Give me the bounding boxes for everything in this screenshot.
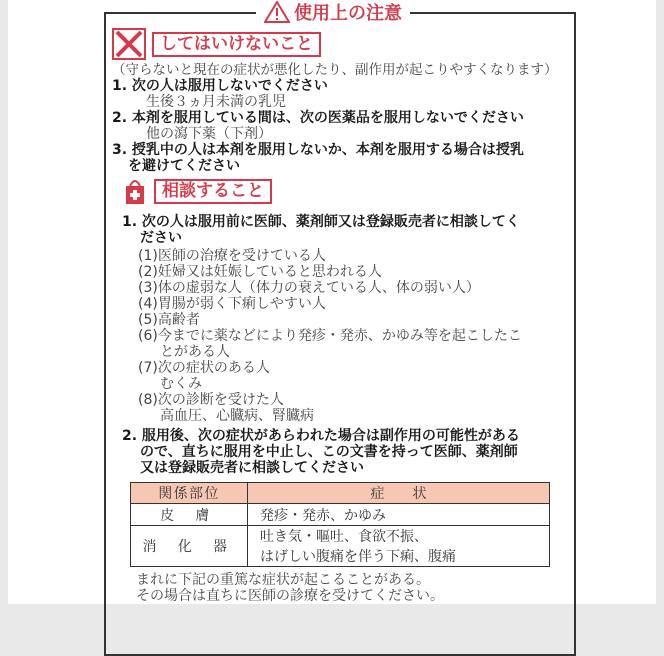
table-row <box>131 504 550 526</box>
dont-heading: してはいけないこと <box>152 32 321 57</box>
consult-item-1-cont: ださい <box>140 230 182 246</box>
symptom-line: はげしい腹痛を伴う下痢、腹痛 <box>260 549 456 565</box>
list-item-cont: むくみ <box>160 376 202 392</box>
list-item: (1)医師の治療を受けている人 <box>138 248 326 264</box>
document-page <box>8 0 656 604</box>
list-item: (6)今までに薬などにより発疹・発赤、かゆみ等を起こしたこ <box>138 328 522 344</box>
warning-triangle-icon <box>264 1 290 23</box>
dont-item-2: 2. 本剤を服用している間は、次の医薬品を服用しないでください <box>112 110 524 126</box>
consult-item-2-line: ので、直ちに服用を中止し、この文書を持って医師、薬剤師 <box>140 444 518 460</box>
list-item: (2)妊婦又は妊娠していると思われる人 <box>138 264 382 280</box>
title-text: 使用上の注意 <box>294 3 402 24</box>
dont-item-3: 3. 授乳中の人は本剤を服用しないか、本剤を服用する場合は授乳 <box>112 142 524 158</box>
section-title <box>256 0 410 24</box>
list-item-cont: とがある人 <box>160 344 230 360</box>
list-item: (3)体の虚弱な人（体力の衰えている人、体の弱い人） <box>138 280 480 296</box>
dont-item-3-cont: を避けてください <box>128 158 240 174</box>
prohibited-icon <box>112 28 146 60</box>
list-item: (8)次の診断を受けた人 <box>138 392 284 408</box>
table-header-symptom: 症 状 <box>248 483 550 504</box>
list-item-cont: 高血圧、心臓病、腎臓病 <box>160 408 314 424</box>
list-item: (7)次の症状のある人 <box>138 360 270 376</box>
table-cell-part: 皮 膚 <box>131 504 248 526</box>
dont-note: （守らないと現在の症状が悪化したり、副作用が起こりやすくなります） <box>112 62 558 78</box>
list-item: (4)胃腸が弱く下痢しやすい人 <box>138 296 326 312</box>
rare-note-line: まれに下記の重篤な症状が起こることがある。 <box>136 572 430 588</box>
table-cell-part: 消 化 器 <box>131 526 248 567</box>
consult-heading-row <box>122 176 272 206</box>
consult-item-1: 1. 次の人は服用前に医師、薬剤師又は登録販売者に相談してく <box>122 214 520 230</box>
dont-item-2-sub: 他の瀉下薬（下剤） <box>146 126 272 142</box>
symptom-table <box>130 482 550 567</box>
table-header-part: 関係部位 <box>131 483 248 504</box>
consult-heading: 相談すること <box>154 179 272 204</box>
table-row <box>131 526 550 567</box>
rare-note-line: その場合は直ちに医師の診療を受けてください。 <box>136 588 444 604</box>
table-header-row <box>131 483 550 504</box>
consult-icon <box>122 176 148 206</box>
table-cell-symptom <box>248 526 550 567</box>
symptom-line: 吐き気・嘔吐、食欲不振、 <box>260 529 428 545</box>
dont-item-1: 1. 次の人は服用しないでください <box>112 78 328 94</box>
dont-item-1-sub: 生後３ヵ月未満の乳児 <box>146 94 286 110</box>
dont-heading-row <box>112 28 321 60</box>
table-cell-symptom: 発疹・発赤、かゆみ <box>248 504 550 526</box>
consult-item-2-line: 又は登録販売者に相談してください <box>140 460 364 476</box>
list-item: (5)高齢者 <box>138 312 200 328</box>
consult-item-2-line: 2. 服用後、次の症状があらわれた場合は副作用の可能性がある <box>122 428 520 444</box>
